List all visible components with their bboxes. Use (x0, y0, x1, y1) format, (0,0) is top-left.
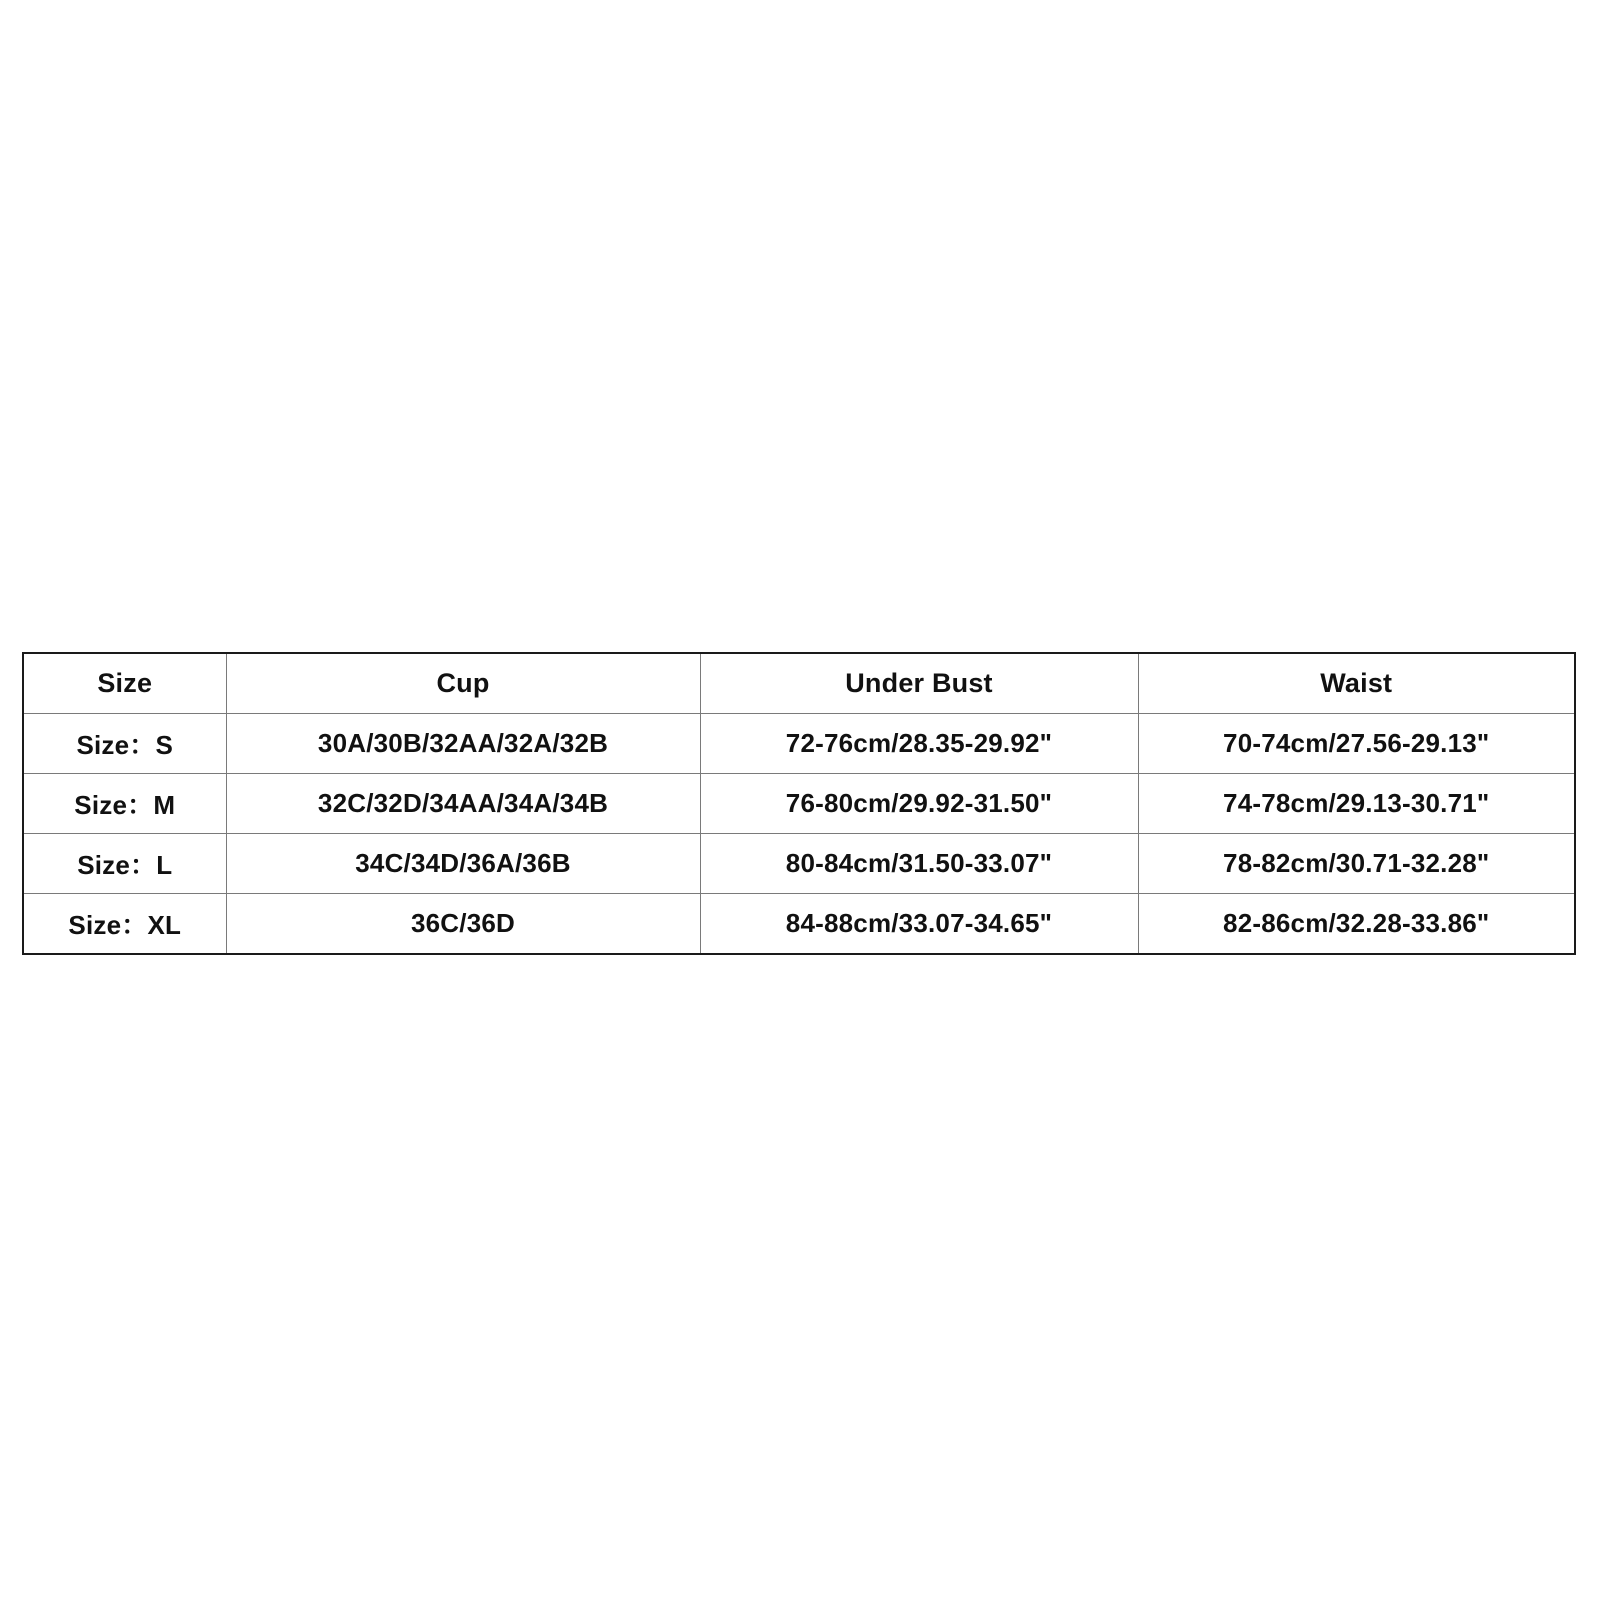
waist-cell: 74-78cm/29.13-30.71" (1138, 774, 1575, 834)
under-bust-cell: 76-80cm/29.92-31.50" (700, 774, 1138, 834)
size-chart-table (22, 652, 1576, 955)
size-cell: Size：S (23, 714, 226, 774)
header-under-bust: Under Bust (700, 653, 1138, 714)
cup-cell: 30A/30B/32AA/32A/32B (226, 714, 700, 774)
header-row (23, 653, 1575, 714)
size-cell: Size：L (23, 834, 226, 894)
size-cell: Size：XL (23, 894, 226, 955)
table-row (23, 714, 1575, 774)
under-bust-cell: 80-84cm/31.50-33.07" (700, 834, 1138, 894)
size-chart-body (23, 714, 1575, 955)
size-cell: Size：M (23, 774, 226, 834)
header-cup: Cup (226, 653, 700, 714)
cup-cell: 36C/36D (226, 894, 700, 955)
size-chart-header (23, 653, 1575, 714)
table-row (23, 774, 1575, 834)
waist-cell: 78-82cm/30.71-32.28" (1138, 834, 1575, 894)
table-row (23, 834, 1575, 894)
waist-cell: 70-74cm/27.56-29.13" (1138, 714, 1575, 774)
under-bust-cell: 84-88cm/33.07-34.65" (700, 894, 1138, 955)
cup-cell: 34C/34D/36A/36B (226, 834, 700, 894)
cup-cell: 32C/32D/34AA/34A/34B (226, 774, 700, 834)
header-size: Size (23, 653, 226, 714)
waist-cell: 82-86cm/32.28-33.86" (1138, 894, 1575, 955)
header-waist: Waist (1138, 653, 1575, 714)
table-row (23, 894, 1575, 955)
under-bust-cell: 72-76cm/28.35-29.92" (700, 714, 1138, 774)
